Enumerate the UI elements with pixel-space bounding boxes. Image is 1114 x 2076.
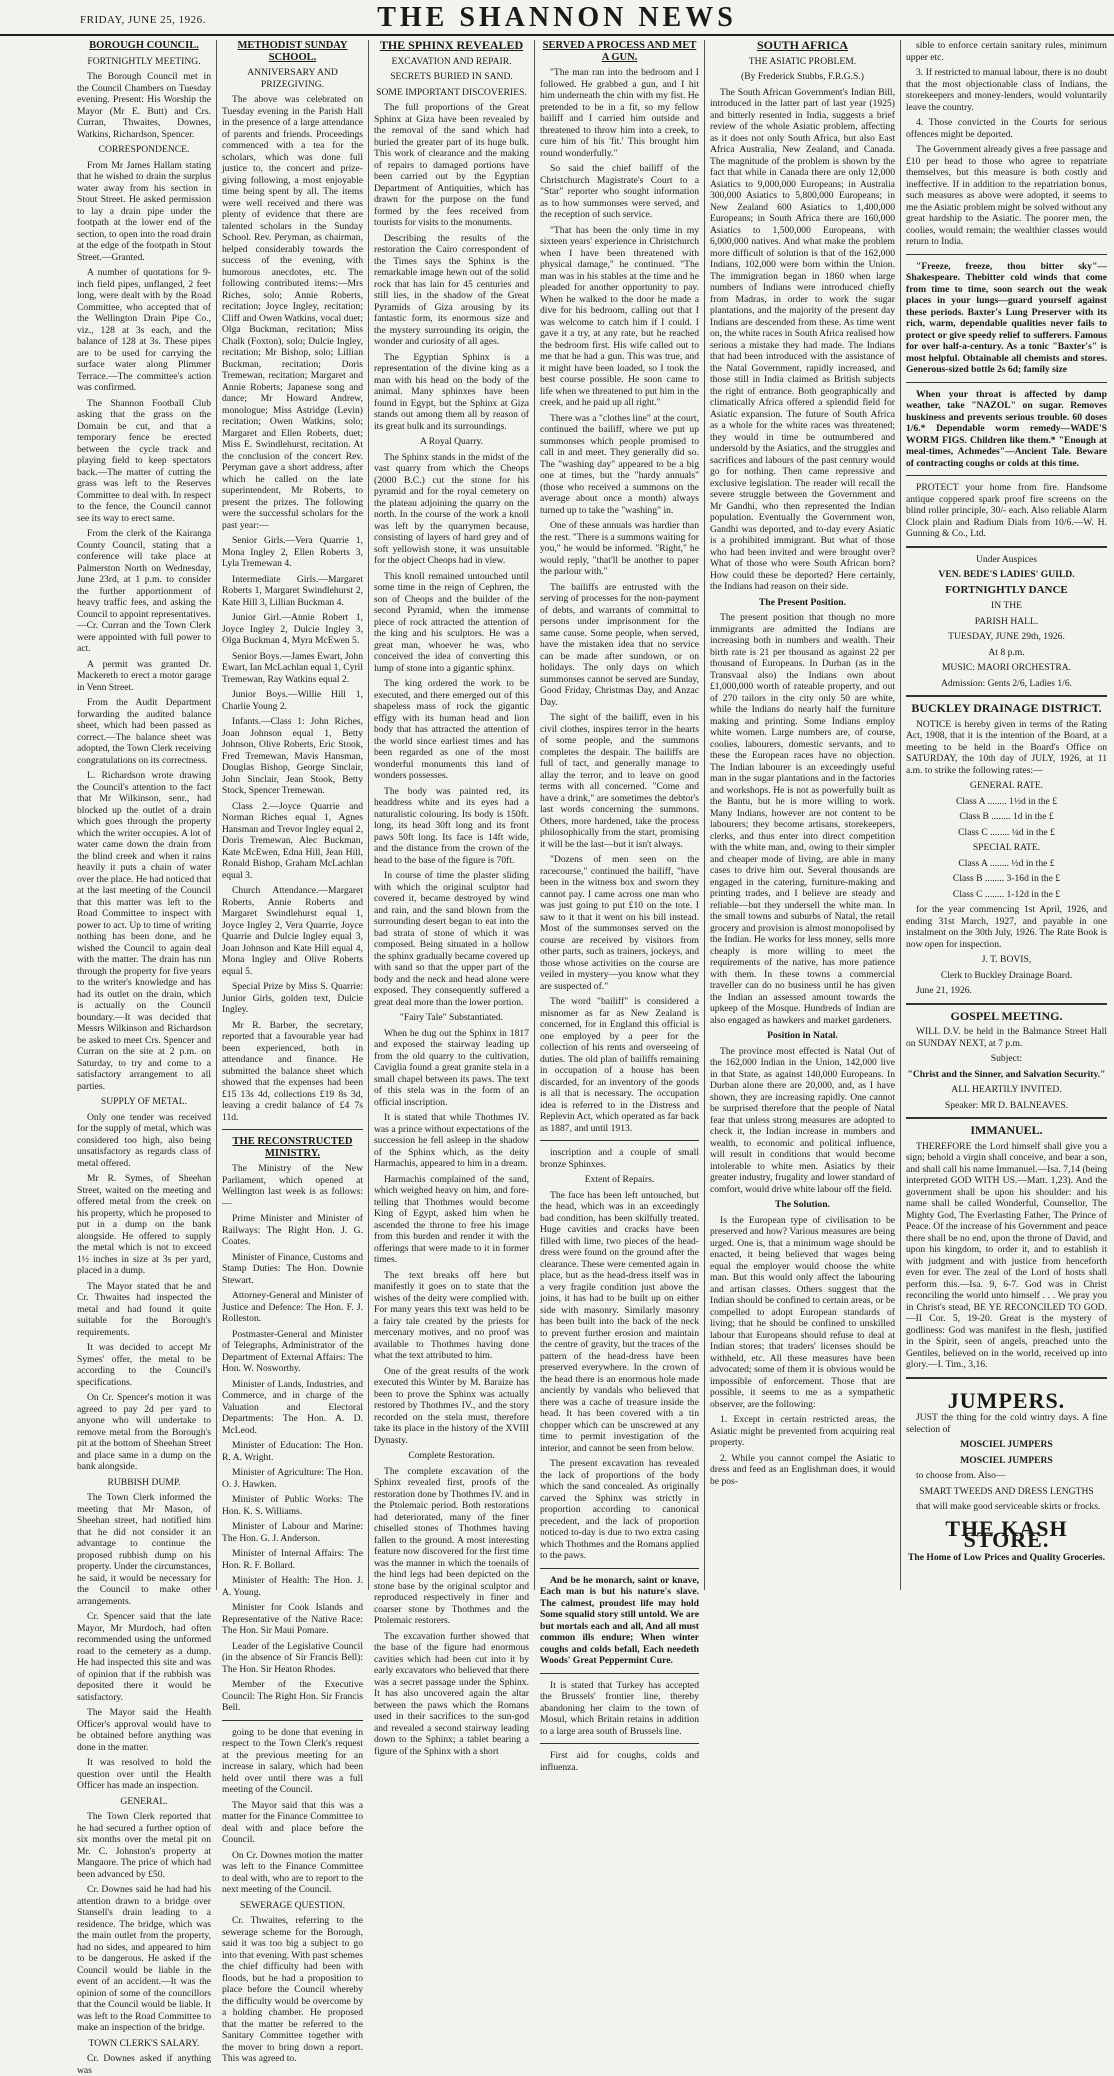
- paragraph: Minister of Public Works: The Hon. K. S. Williams.: [222, 1494, 363, 1517]
- dance-date: TUESDAY, JUNE 29th, 1926.: [948, 631, 1065, 642]
- drainage-sc: Class C ........ 1-12d in the £: [952, 888, 1061, 900]
- paragraph: The Egyptian Sphinx is a representation of the divine king as a man with his head on the body of the animal. Many sphinxes have been found in Egypt, but the Sphinx at Giza stands out among them all by reason of its great bulk and its surroundings.: [374, 351, 529, 432]
- paragraph: Minister of Agriculture: The Hon. O. J. Hawken.: [222, 1467, 363, 1490]
- paragraph: sible to enforce certain sanitary rules, minimum upper etc.: [906, 40, 1107, 63]
- drainage-sb: Class B ........ 3-16d in the £: [952, 873, 1061, 884]
- paragraph: From the clerk of the Kairanga County Council, stating that a conference will take place at Palmerston North on Wednesday, June 23rd, at 1 p.m. to consider the further apportionment of heavy traffic fees, and asking the Council to appoint representatives.—Cr. Curran and the Town Clerk were appointed with full power to act.: [77, 528, 211, 654]
- paragraph: Member of the Executive Council: The Right Hon. Sir Francis Bell.: [222, 1679, 363, 1713]
- divider: [540, 1140, 699, 1141]
- paragraph: Attorney-General and Minister of Justice and Defence: The Hon. F. J. Rolleston.: [222, 1290, 363, 1324]
- subhead: The Solution.: [775, 1199, 830, 1210]
- drainage-body: NOTICE is hereby given in terms of the Rating Act, 1908, that it is the intention of the Board, at a meeting to be held in the Board's Office on SATURDAY, the 10th day of JULY, 1926, at 11 a.m. to strike the following rates:—: [906, 718, 1107, 776]
- dance-admission: Admission: Gents 2/6, Ladies 1/6.: [940, 677, 1073, 689]
- paragraph: The sight of the bailiff, even in his civil clothes, inspires terror in the hearts of some people, and the summons completes the despair. The bailiffs are full of tact, and generally manage to allay the terror, and to leave on good terms with all concerned. "Come and have a drink," are sometimes the debtor's last words concerning the summons. Others, more hardened, take the process philosophically from the start, promising it will be the last—but it isn't always.: [540, 712, 699, 850]
- paragraph: Cr. Thwaites, referring to the sewerage scheme for the Borough, said it was too big a subject to go into that evening. With past schemes the chief difficulty had been with floods, but he had a proposition to place before the Council whereby the difficulty would be overcome by a holding chamber. He proposed that the matter be referred to the Sanitary Committee together with the mover to bring down a report. This was agreed to.: [222, 1915, 363, 2064]
- gospel-body: WILL D.V. be held in the Balmance Street Hall on SUNDAY NEXT, at 7 p.m.: [906, 1026, 1107, 1049]
- dance-guild: VEN. BEDE'S LADIES' GUILD.: [938, 569, 1075, 580]
- paragraph: Senior Boys.—James Ewart, John Ewart, Ian McLachlan equal 1, Cyril Tremewan, Ray Watkins equal 2.: [222, 650, 363, 685]
- paragraph: Cr. Downes said he had had his attention drawn to a bridge over Stansell's drain leading to a residence. The bridge, which was the main outlet from the property, had no sides, and appeared to him to be dangerous. He asked if the Council would be liable in the event of an accident.—It was the opinion of some of the councillors that the Council would be liable. It was left to the Road Committee to make an inspection of the bridge.: [77, 1884, 211, 2033]
- subhead: SECRETS BURIED IN SAND.: [390, 71, 513, 82]
- paragraph: A number of quotations for 9-inch field pipes, unflanged, 2 feet long, were dealt with by the Road Committee, who accepted that of the Wellington Drain Pipe Co., viz., 128 at 3s each, and the balance of 128 at 3s. These pipes are to be used for carrying the surface water along Plimmer Terrace.—The committee's action was confirmed.: [77, 267, 211, 393]
- paragraph: The king ordered the work to be executed, and there emerged out of this shapeless mass of rock the gigantic effigy with its human head and lion body that has attracted the attention of the world since earliest times and has been regarded as one of the most wonderful monuments this land of wonders possesses.: [374, 678, 529, 781]
- paragraph: 3. If restricted to manual labour, there is no doubt that the most objectionable class of Indians, the storekeepers and money-lenders, would voluntarily leave the country.: [906, 67, 1107, 113]
- paragraph: Mr R. Barber, the secretary, reported that a favourable year had been experienced, both in attendance and finance. He submitted the balance sheet which showed that the expenses had been £15 13s 4d, collections £19 8s 3d, leaving a credit balance of £4 7s 11d.: [222, 1019, 363, 1123]
- paragraph: From Mr James Hallam stating that he wished to drain the surplus water away from his section in Stout Street. He asked permission to lay a drain pipe under the footpath at the lower end of the section, to open into the road drain at the edge of the footpath in Stout Street.—Granted.: [77, 159, 211, 263]
- paragraph: On Cr. Downes motion the matter was left to the Finance Committee to deal with, who are to report to the next meeting of the Council.: [222, 1849, 363, 1895]
- paragraph: A permit was granted Dr. Mackereth to erect a motor garage in Venn Street.: [77, 658, 211, 693]
- paragraph: Class 2.—Joyce Quarrie and Norman Riches equal 1, Agnes Hansman and Trevor Ingley equal 2, Doris Tremewan, Alec Buckman, Kate McEwen, Edna Hill, Jean Hill, Ronald Bishop, Graham McLachlan equal 3.: [222, 800, 363, 881]
- paragraph: The text breaks off here but manifestly it goes on to state that the wishes of the deity were complied with. For many years this text was held to be a fairy tale created by the priests for mercenary motives, and no proof was available to Thothmes having done what the text attributed to him.: [374, 1269, 529, 1361]
- paragraph: The word "bailiff" is considered a misnomer as far as New Zealand is concerned, for in England this official is one employed by a peer for the collection of his rents and overseeing of duties. The old plan of bailiffs remaining in occupation of a house has been discarded, for an inventory of the goods is all that is necessary. The occupation idea is referred to in the Distress and Replevin Act, which operated as far back as 1887, and until 1913.: [540, 996, 699, 1134]
- dance-advert: [906, 546, 1107, 690]
- subhead: SUPPLY OF METAL.: [100, 1096, 188, 1107]
- paragraph: Leader of the Legislative Council (in the absence of Sir Francis Bell): The Hon. Sir Heaton Rhodes.: [222, 1640, 363, 1675]
- paragraph: Senior Girls.—Vera Quarrie 1, Mona Ingley 2, Ellen Roberts 3, Lyla Tremewan 4.: [222, 535, 363, 569]
- subhead: CORRESPONDENCE.: [98, 144, 190, 155]
- paragraph: The South African Government's Indian Bill, introduced in the latter part of last year (1925) and bitterly resented in India, suggests a brief review of the whole Asiatic problem, affecting as it does not only South Africa, but also East Africa Australia, New Zealand, and Canada. The magnitude of the problem is shown by the fact that while in Canada there are only 12,000 Asiatics to 9,000,000 Europeans; in Australia 300,000 Asiatics to 5,800,000 Europeans; in New Zealand 600 Asiatics to 1,400,000 Europeans; in South Africa there are 160,000 Asiatics to 1,500,000 Europeans, with 6,000,000 natives. And what make the problem more difficult of solution is that of the 162,000 Indians, 102,000 were born within the Union. The immigration began in 1860 when large numbers of Indians were introduced chiefly from Madras, in order to work the sugar plantations, and the majority of the present day Indians are descended from these. As time went on, the white races in South Africa realised how serious a mistake they had made. The Indians that had been introduced with the assistance of the Natal Government, rapidly increased, and those still in India claimed as British subjects the right of entrance. Both geographically and climatically Africa offered a splendid field for Asiatic expansion. The future of South Africa as a whole for the white races was threatened; they would in time be outnumbered and undersold by the Asiatics, and the struggles and sacrifices and labours of the past century would go for nothing. Then came repressive and exclusive legislation. The reader will recall the severe struggle between the Government and Mr Gandhi, who then represented the Indian population. Eventually the Government won, Gandhi was deported, and to-day every Asiatic is a prohibited immigrant. But what of those who had been invited and were brought over? What of those who were South African born? How could these be deported? Here certainly, the Indians had reason on their side.: [710, 86, 895, 592]
- paragraph: It is stated that Turkey has accepted the Brussels' frontier line, thereby abandoning her claim to the town of Mosul, which Britain retains in addition to a large area south of Brussels line.: [540, 1679, 699, 1737]
- headline-borough-council: BOROUGH COUNCIL.: [89, 40, 199, 51]
- baxters-advert: "Freeze, freeze, thou bitter sky"—Shakespeare. Thebitter cold winds that come from time to time, soon search out the weak places in your lungs—guard yourself against these periods. Baxter's Lung Preserver with its rich, warm, dependable qualities never fails to protect or give speedy relief to sufferers. Famous for over half-a-century. As a tonic "Baxter's" is most helpful. Obtainable all chemists and stores. Generous-sized bottle 2s 6d; family size: [906, 260, 1107, 375]
- paragraph: Minister of Finance, Customs and Stamp Duties: The Hon. Downie Stewart.: [222, 1251, 363, 1286]
- column-1: [72, 40, 216, 2076]
- jumpers-choose: to choose from. Also—: [916, 1470, 1006, 1481]
- paragraph: One of these annuals was hardier than the rest. "There is a summons waiting for you," he would be informed. "Right," he would reply, "that'll be another to paper the parlour with.": [540, 520, 699, 577]
- newspaper-title: THE SHANNON NEWS: [377, 2, 737, 33]
- subhead: SEWERAGE QUESTION.: [240, 1899, 345, 1911]
- divider: [222, 1720, 363, 1721]
- gunning-advert: PROTECT your home from fire. Handsome antique coppered spark proof fire screens on the blind roller principle, 30/- each. Also reliable Alarm Clock plain and Radium Dials from 10/6.—W. H. Gunning & Co., Ltd.: [906, 482, 1107, 539]
- headline-sphinx: THE SPHINX REVEALED: [379, 38, 524, 52]
- byline: (By Frederick Stubbs, F.R.G.S.): [741, 71, 864, 82]
- paragraph: When he dug out the Sphinx in 1817 and exposed the stairway leading up from the old quarry to the cultivation, Caviglia found a great granite stela in a small chapel between its paws. The text of this stela was in the form of an official inscription.: [374, 1027, 529, 1108]
- column-6: [900, 40, 1112, 1590]
- divider: [540, 1673, 699, 1674]
- paragraph: Harmachis complained of the sand, which weighed heavy on him, and fore-telling that Thothmes would become King of Egypt, asked him when he ascended the throne to free his image from this burden and render it with the offerings that were made to it in former times.: [374, 1173, 529, 1265]
- paragraph: The Borough Council met in the Council Chambers on Tuesday evening. Present: His Worship the Mayor (Mr E. Butt) and Crs. Curran, Thwaites, Downes, Watkins, Richardson, Spencer.: [77, 71, 211, 140]
- jumpers-tweeds: SMART TWEEDS AND DRESS LENGTHS: [919, 1485, 1094, 1497]
- paragraph: The complete excavation of the Sphinx revealed first, proofs of the restoration done by Thothmes IV. and in the Ptolemaic period. Both restorations had deteriorated, many of the finer chiselled stones of Thothmes having fallen to the ground. A most interesting feature now discovered for the first time was the manner in which the toenails of the hind legs had been depicted on the stone base by the original sculptor and reproduced respectively in finer and coarser stone by Thothmes and the Ptolemaic restorers.: [374, 1465, 529, 1626]
- paragraph: The Mayor said that this was a matter for the Finance Committee to deal with and place before the Council.: [222, 1799, 363, 1845]
- kash-store-title: THE KASH STORE.: [945, 1515, 1068, 1552]
- subhead: RUBBISH DUMP.: [107, 1476, 181, 1488]
- column-4: [534, 40, 704, 1773]
- paragraph: The Shannon Football Club asking that the grass on the Domain be cut, and that a temporary fence be erected between the cycle track and playing field to keep spectators back.—The matter of cutting the grass was left to the Reserves Committee to deal with. In respect to the fence, the Council cannot see its way to erect same.: [77, 397, 211, 524]
- dance-title: FORTNIGHTLY DANCE: [945, 583, 1068, 596]
- drainage-tail: for the year commencing 1st April, 1926, and ending 31st March, 1927, and payable in one instalment on the 30th July, 1926. The Rate Book is now open for inspection.: [906, 904, 1107, 950]
- paragraph: Intermediate Girls.—Margaret Roberts 1, Margaret Swindlehurst 2, Kate Hill 3, Lillian Buckman 4.: [222, 573, 363, 608]
- gospel-title: GOSPEL MEETING.: [950, 1008, 1063, 1023]
- drainage-title: BUCKLEY DRAINAGE DISTRICT.: [911, 701, 1102, 715]
- jumpers-title: JUMPERS.: [947, 1387, 1066, 1413]
- paragraph: Postmaster-General and Minister of Telegraphs, Administrator of the Department of External Affairs: The Hon. W. Nosworthy.: [222, 1328, 363, 1374]
- paragraph: Is the European type of civilisation to be preserved and how? Various measures are being urged. One is, that a minimum wage should be enacted, it being believed that wages being equal the employer would choose the white man. But this would only affect the labouring and artisan classes. Others suggest that the Indian should be confined to certain areas, or be compelled to adopt European standards of living; that he should be confined to unskilled labour that Europeans should refuse to deal at Indian stores; that traders' licenses should be withheld, etc. All these measures have been advocated; some of them it is obvious would be impossible of enforcement. Those that are possible, it seems to me as a sympathetic observer, are the following:: [710, 1214, 895, 1410]
- subhead: Extent of Repairs.: [584, 1174, 655, 1185]
- paragraph: It was resolved to hold the question over until the Health Officer has made an inspection.: [77, 1757, 211, 1791]
- divider: [906, 254, 1107, 255]
- drainage-sign: Clerk to Buckley Drainage Board.: [940, 969, 1073, 981]
- paragraph: Prime Minister and Minister of Railways: The Right Hon. J. G. Coates.: [222, 1213, 363, 1247]
- paragraph: The face has been left untouched, but the head, which was in an exceedingly bad condition, has been skilfully treated. Huge cavities and cracks have been filled with lime, two pieces of the head-dress were found on the ground after the clearance. These were cemented again in place, but as the head-dress itself was in a very fragile condition just above the joins, it has had to be built up on either side with masonry. Similarly masonry has been built into the back of the neck to prevent further erosion and maintain the centre of gravity, but the traces of the pattern of the head-dress have been preserved everywhere. In the crown of the head there is an enormous hole made anciently by vandals who believed that there was a cache of treasure inside the head. It has been covered with a tin chopper which can be unscrewed at any time to permit investigation of the interior, and cannot be seen from below.: [540, 1189, 699, 1454]
- subhead: EXCAVATION AND REPAIR.: [391, 55, 512, 67]
- drainage-sign: J. T. BOVIS,: [981, 954, 1032, 965]
- subhead: FORTNIGHTLY MEETING.: [87, 55, 201, 67]
- drainage-ga: Class A ........ 1½d in the £: [955, 795, 1057, 807]
- paragraph: Minister of Health: The Hon. J. A. Young.: [222, 1575, 363, 1598]
- paragraph: inscription and a couple of small bronze Sphinxes.: [540, 1147, 699, 1170]
- masthead: [0, 0, 1114, 36]
- immanuel-notice: [906, 1117, 1107, 1371]
- drainage-gc: Class C ........ ¼d in the £: [958, 826, 1055, 838]
- divider: [540, 1743, 699, 1744]
- paragraph: The excavation further showed that the base of the figure had enormous cavities which had been cut into it by early excavators who believed that there was a secret passage under the Sphinx. It has also uncovered again the altar between the paws which the Romans used in their sacrifices to the sun-god and revealed a second stairway leading down to the Sphinx; a tablet bearing a figure of the Sphinx with a short: [374, 1630, 529, 1757]
- paragraph: The Mayor said the Health Officer's approval would have to be obtained before anything was done in the matter.: [77, 1707, 211, 1753]
- subhead: THE ASIATIC PROBLEM.: [748, 55, 857, 67]
- paragraph: Minister of Internal Affairs: The Hon. R. F. Bollard.: [222, 1548, 363, 1571]
- paragraph: Junior Girl.—Annie Robert 1, Joyce Ingley 2, Dulcie Ingley 3, Olga Buckman 4, Myra McEwen 5.: [222, 612, 363, 646]
- paragraph: The Town Clerk reported that he had secured a further option of six months over the metal pit on Mr. C. Johnston's property at Mangaore. The price of which had been advanced by £50.: [77, 1811, 211, 1880]
- kash-store-tagline: The Home of Low Prices and Quality Groceries.: [908, 1551, 1105, 1563]
- paragraph: Infants.—Class 1: John Riches, Joan Johnson equal 1, Betty Johnson, Olive Roberts, Eric Stook, Fred Tremewan, Mavis Hansman, Douglas Bishop, George Sinclair, John Sinclair, Jean Stook, Betty Stock, Spencer Tremewan.: [222, 716, 363, 796]
- paragraph: Minister for Cook Islands and Representative of the Native Race: The Hon. Sir Maui Pomare.: [222, 1602, 363, 1636]
- drainage-sign-date: June 21, 1926.: [916, 985, 972, 996]
- gospel-speaker: Speaker: MR D. BALNEAVES.: [944, 1099, 1069, 1111]
- divider: [906, 382, 1107, 383]
- subhead: "Fairy Tale" Substantiated.: [399, 1012, 504, 1023]
- subhead: TOWN CLERK'S SALARY.: [88, 2037, 200, 2049]
- paragraph: In course of time the plaster sliding with which the original sculptor had covered it, became destroyed by wind and rain, and the sand blown from the surrounding desert began to eat into the bad strata of stone of which it was composed. Being situated in a hollow the sphinx gradually became covered up with sand so that the upper part of the body and the neck and head alone were exposed. They consequently suffered a great deal more than the lower portion.: [374, 870, 529, 1008]
- paragraph: Junior Boys.—Willie Hill 1, Charlie Young 2.: [222, 689, 363, 712]
- paragraph: The present excavation has revealed the lack of proportions of the body which the sand concealed. As originally carved the Sphinx was strictly in proportion according to canonical precedent, and the lack of proportion noticed to-day is due to two extra casing which Thothmes and the Romans applied to the paws.: [540, 1458, 699, 1561]
- paragraph: "The man ran into the bedroom and I followed. He grabbed a gun, and I hit him underneath the chin with my fist. He pretended to be in a fit, so my fellow bailiff and I carried him outside and threatened to throw him into a creek, to cure him of his 'fit.' This brought him round wonderfully.": [540, 67, 699, 159]
- column-3: [368, 38, 534, 1757]
- divider: [906, 475, 1107, 476]
- subhead: Position in Natal.: [767, 1030, 838, 1041]
- paragraph: going to be done that evening in respect to the Town Clerk's request at the previous meeting for an increase in salary, which had been held over until there was a full meeting of the Council.: [222, 1726, 363, 1795]
- paragraph: Minister of Lands, Industries, and Commerce, and in charge of the Valuation and Electoral Departments: The Hon. A. D. McLeod.: [222, 1378, 363, 1436]
- paragraph: There was a "clothes line" at the court, continued the bailiff, where we put up summonses which people promised to call in and meet. They generally did so. The "washing day" appeared to be a big one at times, but the "hardy annuals" (those who received a summons on the average about once a month) always turned up to take the "washing" in.: [540, 412, 699, 516]
- drainage-special: SPECIAL RATE.: [972, 842, 1041, 853]
- dance-in: IN THE: [991, 600, 1022, 611]
- paragraph: The above was celebrated on Tuesday evening in the Parish Hall in the presence of a large attendance of parents and friends. Proceedings commenced with a tea for the scholars, which was done full justice to, the concert and prize-giving following, a most enjoyable time being spent by all. The items were well received and there was plenty of evidence that there are talented scholars in the Sunday School. Rev. Peryman, as chairman, helped considerably towards the success of the evening, with humorous anecdotes, etc. The following contributed items:—Mrs Riches, solo; Annie Roberts, recitation; Joyce Ingley, recitation; Cliff and Owen Watkins, vocal duet; Olga Buckman, recitation; Miss Chalk (Foxton), solo; Dulcie Ingley, recitation; Mr Bishop, solo; Lillian Buckman, recitation; Doris Tremewan, recitation; Margaret and Annie Roberts; Japanese song and dance; Mr Howard Andrew, monologue; Miss Astridge (Levin) recitation; Owen Watkins, solo; Margaret and Ellen Roberts, duet; Miss E. Swindlehurst, recitation. At the conclusion of the concert Rev. Peryman gave a short address, after which he called on the late superintendent, Mr Roberts, to present the prizes. The following were the successful scholars for the past year:—: [222, 94, 363, 531]
- immanuel-title: IMMANUEL.: [970, 1123, 1043, 1137]
- divider: [540, 1568, 699, 1569]
- column-5: [704, 40, 900, 1590]
- paragraph: So said the chief bailiff of the Christchurch Magistrate's Court to a "Star" reporter who sought information as to how summonses were served, and the reception of such service.: [540, 163, 699, 220]
- verse-advert: And be he monarch, saint or knave, Each man is but his nature's slave. The calmest, proudest life may hold Some squalid story still untold. We are but mortals each and all, And all must common ills endure; When winter coughs and colds befall, Each needeth Woods' Great Peppermint Cure.: [540, 1574, 699, 1666]
- subhead: A Royal Quarry.: [419, 436, 484, 447]
- paragraph: Cr. Spencer said that the late Mayor, Mr Murdoch, had often recommended using the unformed road to the cemetery as a dump. He had inspected this site and was of opinion that if the rubbish was deposited there it would be satisfactory.: [77, 1611, 211, 1703]
- headline-south-africa: SOUTH AFRICA: [756, 38, 848, 52]
- paragraph: First aid for coughs, colds and influenza.: [540, 1750, 699, 1773]
- paragraph: 4. Those convicted in the Courts for serious offences might be deported.: [906, 117, 1107, 140]
- subhead: Complete Restoration.: [408, 1450, 495, 1461]
- paragraph: The province most effected is Natal Out of the 162,000 Indian in the Union, 142,000 live in that State, as against 140,000 Europeans. In Durban alone there are 20,000, and, as I have shown, they are increasing rapidly. One cannot be surprised therefore that the people of Natal fear that unless strong measures are adopted to check it, the Indian increase in numbers and wealth, to economic and political influence, will result in conditions that would become intolerable to white men. Asiatics by their greater industry, frugality and lower standard of comfort, would drive white labour off the field.: [710, 1045, 895, 1195]
- drainage-general: GENERAL RATE.: [969, 780, 1044, 791]
- gospel-invite: ALL HEARTILY INVITED.: [951, 1084, 1062, 1095]
- paragraph: Only one tender was received for the supply of metal, which was considered too high, also being unsatisfactory as regards class of metal offered.: [77, 1111, 211, 1169]
- gospel-meeting: [906, 1003, 1107, 1112]
- paragraph: The present position that though no more immigrants are admitted the Indians are increasing both in numbers and wealth. Their birth rate is 21 per thousand as against 22 per thousand of Europeans. In Durban (as in the Transvaal also) the Indians own about £1,000,000 worth of rateable property, and out of 270 tailors in the city only 50 are white, while the Indians do nearly half the furniture making and printing. Some Indians employ white women. Large numbers are, of course, coolies, labourers, domestic servants, and to these the European races have no objection. The Indian labourer is an exceedingly useful man in the sugar plantations and in the factories and workshops. He is not as powerfully built as the Bantu, but he is more willing to work. Many Indians, however are not content to be labourers; they become artisans, storekeepers, clerks, and thus enter into direct competition with the white man, and, owing to their simpler and cheaper mode of living, are able in many cases to drive him out. Several thousands are engaged in the catering, furniture-making and printing trades, and I believe are steady and reliable—but they undersell the white man. In the small towns and suburbs of Natal, the retail grocery and provision is almost monopolised by the Indian. He works for less money, sells more cheaply is more willing to meet the requirements of the native, has more patience with them. In these towns a commercial traveller can do no business until he has given the Indian an assessed amount towards the upkeep of the Mosque. Hundreds of Indian are also engaged as hawkers and market gardeners.: [710, 612, 895, 1026]
- jumpers-advert: [906, 1377, 1107, 1564]
- paragraph: The full proportions of the Great Sphinx at Giza have been revealed by the removal of the sand which had buried the greater part of its huge bulk. This work of clearance and the making of repairs to damaged portions have been carried out by the Egyptian Department of Antiquities, which has drawn for the purpose on the fund formed by the fees received from tourists for visits to the monuments.: [374, 102, 529, 228]
- dance-time: At 8 p.m.: [988, 646, 1025, 658]
- paragraph: The Government already gives a free passage and £10 per head to those who agree to repatriate themselves, but this measure is both costly and ineffective. If in addition to the repatriation bonus, such measures as above were adopted, it seems to me the Asiatic problem might be solved without any great hardship to the Asiatic. The poorer men, the coolies, would remain; the wealthier classes would return to India.: [906, 144, 1107, 247]
- paragraph: Church Attendance.—Margaret Roberts, Annie Roberts and Margaret Swindlehurst equal 1, Joyce Ingley 2, Vera Quarrie, Joyce Quarrie and Dulcie Ingley equal 3, Joan Johnson and Kate Hill equal 4, Mona Ingley and Olive Roberts equal 5.: [222, 885, 363, 977]
- paragraph: The Mayor stated that he and Cr. Thwaites had inspected the metal and had found it quite suitable for the Borough's requirements.: [77, 1280, 211, 1338]
- paragraph: The body was painted red, its headdress white and its eyes had a naturalistic colouring. Its body is 150ft. long, its head 30ft long and its front paws 50ft long. Its face is 14ft wide, and the distance from the crown of the head to the base of the figure is 70ft.: [374, 785, 529, 866]
- subhead: ANNIVERSARY AND PRIZEGIVING.: [247, 67, 338, 90]
- paragraph: From the Audit Department forwarding the audited balance sheet, which had been passed as correct.—The balance sheet was adopted, the Town Clerk receiving congratulations on its correctness.: [77, 697, 211, 766]
- issue-date: FRIDAY, JUNE 25, 1926.: [80, 14, 206, 26]
- drainage-notice: [906, 695, 1107, 997]
- paragraph: Minister of Education: The Hon. R. A. Wright.: [222, 1440, 363, 1463]
- drainage-sa: Class A ........ ½d in the £: [958, 857, 1055, 869]
- paragraph: 2. While you cannot compel the Asiatic to dress and feed as an Englishman does, it would be pos-: [710, 1452, 895, 1487]
- dance-music: MUSIC: MAORI ORCHESTRA.: [941, 662, 1072, 673]
- paragraph: 1. Except in certain restricted areas, the Asiatic might be prevented from acquiring real property.: [710, 1414, 895, 1448]
- paragraph: On Cr. Spencer's motion it was agreed to pay 2d per yard to anyone who will undertake to remove metal from the Borough's pit at the bottom of Sheehan Street and place same in a dump on the bank alongside.: [77, 1392, 211, 1472]
- paragraph: It was decided to accept Mr Symes' offer, the metal to be according to the Council's specifications.: [77, 1342, 211, 1388]
- jumpers-skirts: that will make good serviceable skirts or frocks.: [916, 1501, 1101, 1512]
- nazol-advert: When your throat is affected by damp weather, take "NAZOL" on sugar. Removes huskiness and prevents serious trouble. 60 doses 1/6.* Dependable worm remedy—WADE'S WORM FIGS. Children like them.* "Enough at meal-times, Achmedes"—Ancient Tale. Beware of contracting coughs or colds at this time.: [906, 388, 1107, 469]
- dance-hall: PARISH HALL.: [974, 615, 1039, 627]
- paragraph: "Dozens of men seen on the racecourse," continued the bailiff, "have been in the witness box and sworn they cannot pay. I came across one man who was just going to put £10 on the tote. I saw to it that it went on his bill instead. Most of the summonses served on the course are received by visitors from other parts, such as trainers, jockeys, and those whose activities on the course are veiled in mystery—you know what they are suspected of.": [540, 854, 699, 992]
- divider: [222, 1129, 363, 1130]
- headline-served-process: SERVED A PROCESS AND MET A GUN.: [542, 40, 697, 63]
- paragraph: The Town Clerk informed the meeting that Mr Mason, of Sheehan street, had notified him that he did not consider it an advantage to continue the proposed rubbish dump on his property. Under the circumstances, he said, it would be necessary for the Council to make other arrangements.: [77, 1492, 211, 1607]
- paragraph: L. Richardson wrote drawing the Council's attention to the fact that Mr Wilkinson, senr., had blocked up the outlet of a drain which goes through the property which the writer occupies. A lot of water came down the drain from the blind creek and when it rains heavily it puts a chain of water over the place. He had noticed that at the last meeting of the Council that this matter was left to the Road Committee to inspect with power to act. Up to time of writing nothing has been done, and he wished the Council to again deal with the matter. The drain has run through the property for five years to the writer's knowledge and has had its outlet on the drain, which is actually on the Council boundary.—It was decided that Messrs Wilkinson and Richardson be asked to meet Crs. Spencer and Curran on the site at 2 p.m. on Saturday, to try and come to a satisfactory arrangement to all parties.: [77, 770, 211, 1092]
- headline-ministry: THE RECONSTRUCTED MINISTRY.: [232, 1136, 353, 1159]
- subhead: The Present Position.: [759, 596, 846, 608]
- paragraph: Minister of Labour and Marine: The Hon. G. J. Anderson.: [222, 1521, 363, 1544]
- immanuel-body: THEREFORE the Lord himself shall give you a sign; behold a virgin shall conceive, and bear a son, and shall call his name Immanuel.—Isa. 7,14 (being interpreted GOD WITH US.—Matt. 1,23). And the government shall be upon his shoulder: and his name shall be called Wonderful, Counsellor, The Mighty God, The Everlasting Father, The Prince of Peace. Of the increase of his Government and peace there shall be no end, upon the throne of David, and upon his kingdom, to order it, and to establish it with judgment and with justice from henceforth even for ever. The zeal of the Lord of hosts shall perform this.—Isa. 9, 6-7. God was in Christ reconciling the world unto himself . . . We pray you in Christ's stead, BE YE RECONCILED TO GOD.—II Cor. 5, 19-20. Great is the mystery of godliness: God was manifest in the flesh, justified in the Spirit, seen of angels, preached unto the Gentiles, believed on in the world, received up into glory.—I. Tim., 3,16.: [906, 1140, 1107, 1370]
- headline-methodist: METHODIST SUNDAY SCHOOL.: [237, 40, 348, 63]
- paragraph: Cr. Downes asked if anything was: [77, 2053, 211, 2076]
- paragraph: One of the great results of the work executed this Winter by M. Baraize has been to prove the Sphinx was actually restored by Thothmes IV., and the story recorded on the stela must, therefore take its place in the history of the XVIII Dynasty.: [374, 1365, 529, 1446]
- columns: [72, 38, 1112, 2076]
- paragraph: The Ministry of the New Parliament, which opened at Wellington last week is as follows:—: [222, 1163, 363, 1209]
- drainage-gb: Class B ........ 1d in the £: [959, 811, 1054, 822]
- paragraph: Mr R. Symes, of Sheehan Street, waited on the meeting and offered metal from the creek on his property, which he proposed to put in a dump on the bank alongside. He offered to supply the metal which is not to exceed 1½ inches in size at 3s per yard, placed in a dump.: [77, 1173, 211, 1276]
- gospel-subject: "Christ and the Sinner, and Salvation Security.": [907, 1068, 1106, 1080]
- gospel-subject-label: Subject:: [990, 1053, 1023, 1064]
- paragraph: The Sphinx stands in the midst of the vast quarry from which the Cheops (2000 B.C.) cut the stone for his pyramid and for the royal cemetery on the plateau adjoining the quarry on the north. In the course of the work a knoll was left by the quarrymen because, consisting of layers of hard grey and of soft yellowish stone, it was unsuitable for the object Cheops had in view.: [374, 451, 529, 566]
- column-2: [216, 40, 368, 2064]
- subhead: GENERAL.: [120, 1795, 168, 1807]
- jumpers-body: JUST the thing for the cold wintry days. A fine selection of: [906, 1412, 1107, 1435]
- paragraph: Describing the results of the restoration the Cairo correspondent of the Times says the Sphinx is the remarkable image hewn out of the solid rock that has lain for 45 centuries and still lies, in the shadow of the Great Pyramids of Giza arousing by its fantastic form, its enormous size and the mystery surrounding its origin, the wonder and curiosity of all ages.: [374, 232, 529, 347]
- jumpers-mosciel: MOSCIEL JUMPERS: [960, 1439, 1053, 1450]
- paragraph: Special Prize by Miss S. Quarrie: Junior Girls, golden text, Dulcie Ingley.: [222, 981, 363, 1015]
- paragraph: This knoll remained untouched until some time in the reign of Cephren, the son of Cheops and the builder of the second Pyramid, when the immense piece of rock attracted the attention of the king and his sculptors. He was a great man, whoever he was, who conceived the idea of converting this lump of stone into a gigantic sphinx.: [374, 570, 529, 674]
- dance-under: Under Auspices: [975, 553, 1037, 565]
- paragraph: "That has been the only time in my sixteen years' experience in Christchurch when I have been threatened with physical damage," he continued. "The man was in his stables at the time and he pleaded for another opportunity to pay. When he walked to the door he made a dive for his bedroom, calling out that I was welcome to catch him if I could. I gave it a try, at any rate, but he reached the bedroom first. His wife called out to me that he had a gun. This was true, and it might have been loaded, so I took the best course possible. He soon came to life when we threatened to put him in the creek, and he paid up all right.": [540, 224, 699, 408]
- paragraph: The bailiffs are entrusted with the serving of processes for the non-payment of debts, and warrants of committal to persons under imprisonment for the same cause. Some people, when served, have the mistaken idea that no service can be made after sundown, or on holidays. The only days on which summonses cannot be served are Sunday, Good Friday, Christmas Day, and Anzac Day.: [540, 581, 699, 708]
- paragraph: It is stated that while Thothmes IV. was a prince without expectations of the succession he fell asleep in the shadow of the Sphinx which, as the deity Harmachis, appeared to him in a dream.: [374, 1112, 529, 1169]
- subhead: SOME IMPORTANT DISCOVERIES.: [376, 86, 527, 98]
- jumpers-mosciel: MOSCIEL JUMPERS: [960, 1454, 1053, 1466]
